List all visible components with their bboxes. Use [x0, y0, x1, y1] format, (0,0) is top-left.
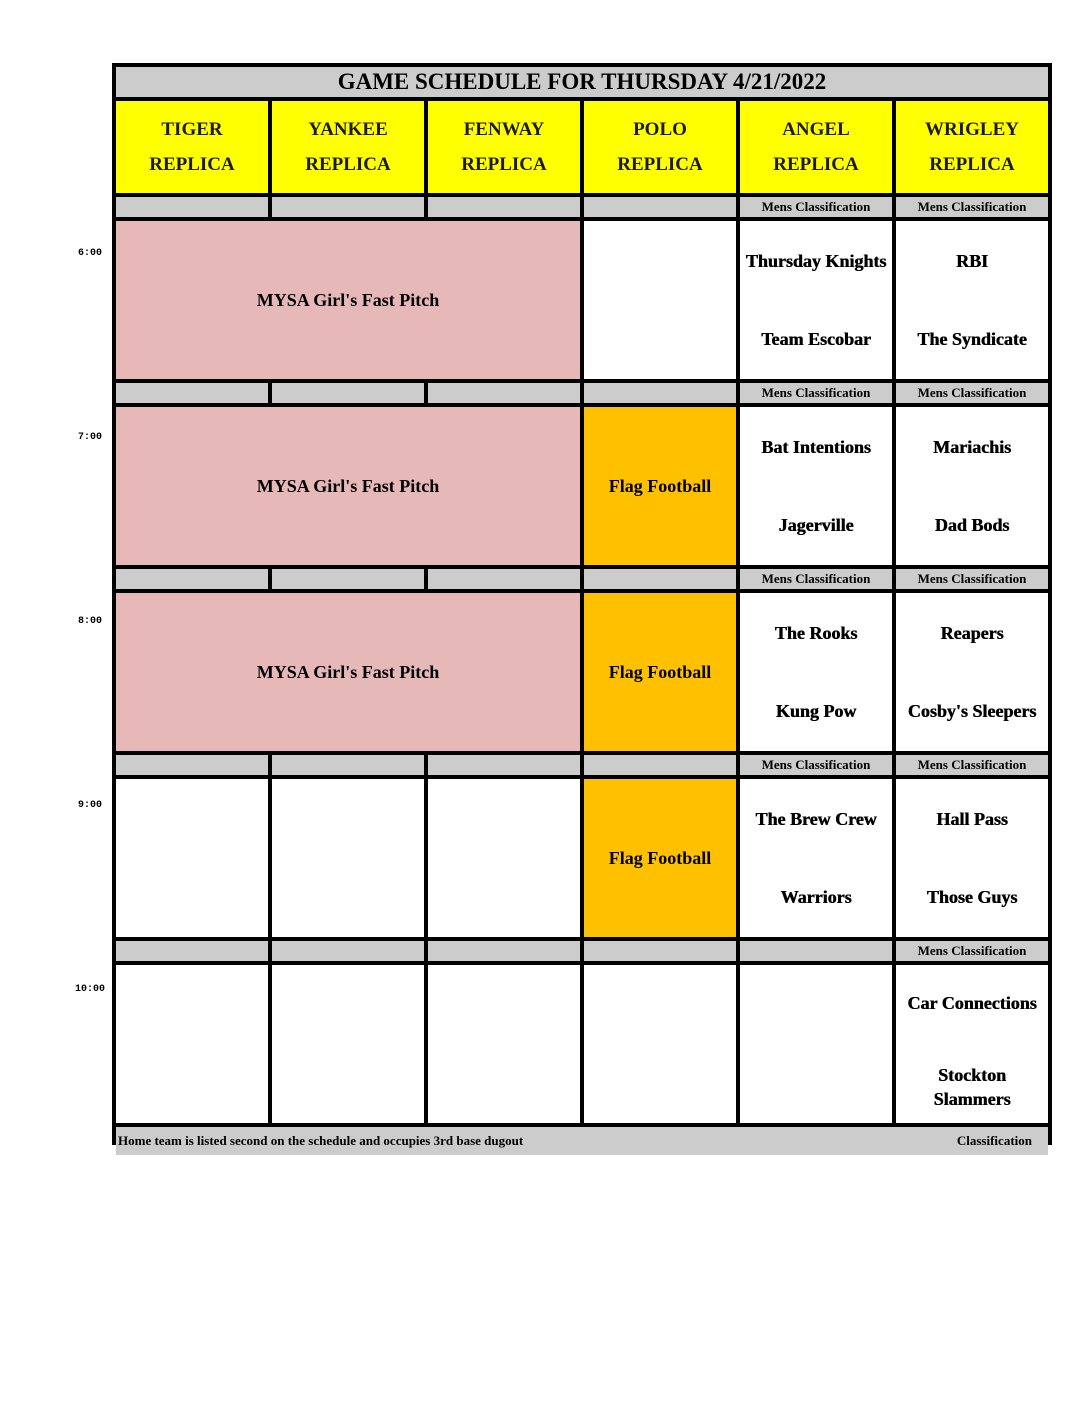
game-cell-angel-6	[740, 221, 892, 379]
classification-label: Mens Classification	[740, 755, 892, 775]
field-sub: REPLICA	[773, 154, 859, 175]
event-flag-football: Flag Football	[584, 779, 736, 937]
separator-cell	[272, 941, 424, 961]
separator-cell	[116, 941, 268, 961]
separator-cell	[116, 569, 268, 589]
event-flag-football: Flag Football	[584, 407, 736, 565]
classification-label: Mens Classification	[740, 197, 892, 217]
field-header-tiger	[116, 101, 268, 193]
away-team: The Rooks	[774, 623, 858, 643]
empty-slot	[584, 221, 736, 379]
separator-cell	[272, 383, 424, 403]
away-team: Bat Intentions	[761, 437, 871, 457]
field-sub: REPLICA	[149, 154, 235, 175]
classification-label: Mens Classification	[896, 569, 1048, 589]
classification-label: Mens Classification	[740, 383, 892, 403]
separator-cell	[116, 755, 268, 775]
classification-label: Mens Classification	[896, 941, 1048, 961]
game-cell-wrigley-8	[896, 593, 1048, 751]
separator-cell	[584, 569, 736, 589]
separator-cell	[428, 755, 580, 775]
separator-cell	[584, 755, 736, 775]
empty-slot	[116, 965, 268, 1123]
away-team: Reapers	[940, 623, 1004, 643]
field-header-wrigley	[896, 101, 1048, 193]
game-cell-wrigley-10	[896, 965, 1048, 1123]
game-cell-angel-7	[740, 407, 892, 565]
empty-slot	[428, 965, 580, 1123]
field-header-polo	[584, 101, 736, 193]
field-name: YANKEE	[308, 119, 388, 140]
separator-cell	[428, 197, 580, 217]
field-header-yankee	[272, 101, 424, 193]
footer-note: Home team is listed second on the schedule and occupies 3rd base dugout	[118, 1133, 524, 1148]
separator-cell	[584, 197, 736, 217]
away-team: Car Connections	[907, 993, 1037, 1013]
time-label-9: 9:00	[77, 800, 102, 811]
empty-slot	[584, 965, 736, 1123]
event-mysa-fast-pitch: MYSA Girl's Fast Pitch	[116, 221, 580, 379]
separator-cell	[116, 197, 268, 217]
event-mysa-fast-pitch: MYSA Girl's Fast Pitch	[116, 593, 580, 751]
game-cell-wrigley-7	[896, 407, 1048, 565]
field-name: FENWAY	[463, 119, 545, 140]
field-name: WRIGLEY	[925, 119, 1019, 140]
empty-slot	[740, 965, 892, 1123]
separator-cell	[428, 383, 580, 403]
home-team: Jagerville	[778, 515, 854, 535]
field-sub: REPLICA	[617, 154, 703, 175]
home-team: Dad Bods	[934, 515, 1010, 535]
game-cell-wrigley-9	[896, 779, 1048, 937]
home-team: Stockton Slammers	[933, 1065, 1011, 1109]
time-label-10: 10:00	[74, 984, 105, 995]
field-name: ANGEL	[782, 119, 850, 140]
game-cell-angel-8	[740, 593, 892, 751]
separator-cell	[428, 941, 580, 961]
field-name: TIGER	[161, 119, 223, 140]
schedule-table	[112, 63, 1052, 1148]
classification-label: Mens Classification	[896, 383, 1048, 403]
away-team: Thursday Knights	[745, 251, 887, 271]
field-sub: REPLICA	[305, 154, 391, 175]
home-team: Warriors	[780, 887, 852, 907]
empty-slot	[428, 779, 580, 937]
field-header-fenway	[428, 101, 580, 193]
home-team: Those Guys	[926, 887, 1018, 907]
field-sub: REPLICA	[929, 154, 1015, 175]
classification-label: Mens Classification	[740, 569, 892, 589]
home-team: The Syndicate	[917, 329, 1027, 349]
separator-cell	[740, 941, 892, 961]
empty-slot	[116, 779, 268, 937]
time-label-6: 6:00	[77, 248, 102, 259]
event-flag-football: Flag Football	[584, 593, 736, 751]
separator-cell	[428, 569, 580, 589]
classification-label: Mens Classification	[896, 755, 1048, 775]
separator-cell	[272, 197, 424, 217]
event-mysa-fast-pitch: MYSA Girl's Fast Pitch	[116, 407, 580, 565]
empty-slot	[272, 965, 424, 1123]
field-header-angel	[740, 101, 892, 193]
schedule-footer	[116, 1127, 1048, 1155]
away-team: The Brew Crew	[755, 809, 877, 829]
home-team: Cosby's Sleepers	[907, 701, 1037, 721]
time-label-8: 8:00	[77, 616, 102, 627]
away-team: RBI	[955, 251, 988, 271]
home-team: Kung Pow	[775, 701, 857, 721]
time-label-7: 7:00	[77, 432, 102, 443]
classification-label: Mens Classification	[896, 197, 1048, 217]
field-name: POLO	[633, 119, 687, 140]
separator-cell	[272, 755, 424, 775]
schedule-title: GAME SCHEDULE FOR THURSDAY 4/21/2022	[116, 67, 1048, 97]
game-cell-angel-9	[740, 779, 892, 937]
field-sub: REPLICA	[461, 154, 547, 175]
away-team: Hall Pass	[936, 809, 1008, 829]
game-cell-wrigley-6	[896, 221, 1048, 379]
separator-cell	[272, 569, 424, 589]
empty-slot	[272, 779, 424, 937]
separator-cell	[584, 941, 736, 961]
separator-cell	[116, 383, 268, 403]
away-team: Mariachis	[933, 437, 1011, 457]
separator-cell	[584, 383, 736, 403]
footer-classification: Classification	[956, 1133, 1032, 1148]
home-team: Team Escobar	[761, 329, 871, 349]
